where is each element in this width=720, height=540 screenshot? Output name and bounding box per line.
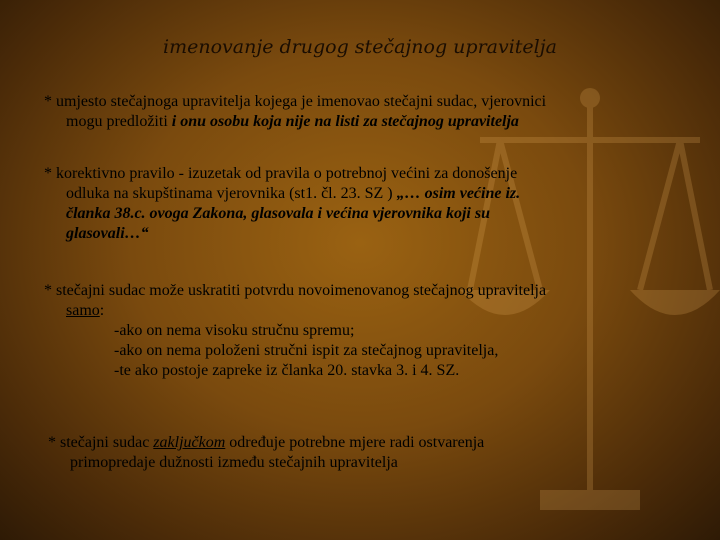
bullet-3-colon: :	[99, 302, 105, 319]
bullet-2-quote-start: „… osim većine iz.	[396, 185, 521, 202]
slide-title: imenovanje drugog stečajnog upravitelja	[163, 36, 557, 58]
bullet-2-line-4: glasovali…“	[66, 225, 149, 242]
bullet-2-text: odluka na skupštinama vjerovnika (st1. čl. 23. SZ )	[66, 185, 397, 202]
bullet-3-line-2	[44, 301, 546, 321]
bullet-3-sub-2: -ako on nema položeni stručni ispit za stečajnog upravitelja,	[114, 342, 499, 359]
bullet-4-text-a: * stečajni sudac	[48, 434, 154, 451]
bullet-1-line-1: * umjesto stečajnoga upravitelja kojega je imenovao stečajni sudac, vjerovnici	[44, 93, 547, 110]
bullet-1-line-2	[44, 112, 546, 132]
bullet-3-samo: samo	[66, 302, 100, 319]
bullet-2-line-3: članka 38.c. ovoga Zakona, glasovala i većina vjerovnika koji su	[66, 205, 490, 222]
bullet-1-text: mogu predložiti	[66, 113, 172, 130]
bullet-3	[44, 281, 546, 381]
bullet-3-line-1: * stečajni sudac može uskratiti potvrdu novoimenovanog stečajnog upravitelja	[44, 282, 547, 299]
bullet-4	[48, 433, 484, 473]
bullet-3-sub-1: -ako on nema visoku stručnu spremu;	[114, 322, 355, 339]
bullet-4-line-1	[48, 433, 484, 453]
bullet-4-emphasis: zaključkom	[153, 434, 226, 451]
bullet-2	[44, 164, 520, 244]
bullet-4-line-2: primopredaje dužnosti između stečajnih upravitelja	[70, 454, 398, 471]
bullet-2-line-2	[44, 184, 520, 204]
bullet-3-sub-3: -te ako postoje zapreke iz članka 20. stavka 3. i 4. SZ.	[114, 362, 460, 379]
bullet-4-text-b: određuje potrebne mjere radi ostvarenja	[225, 434, 485, 451]
bullet-1-emphasis: i onu osobu koja nije na listi za stečajnog upravitelja	[171, 113, 519, 130]
bullet-2-line-1: * korektivno pravilo - izuzetak od pravila o potrebnoj većini za donošenje	[44, 165, 518, 182]
bullet-1	[44, 92, 546, 132]
